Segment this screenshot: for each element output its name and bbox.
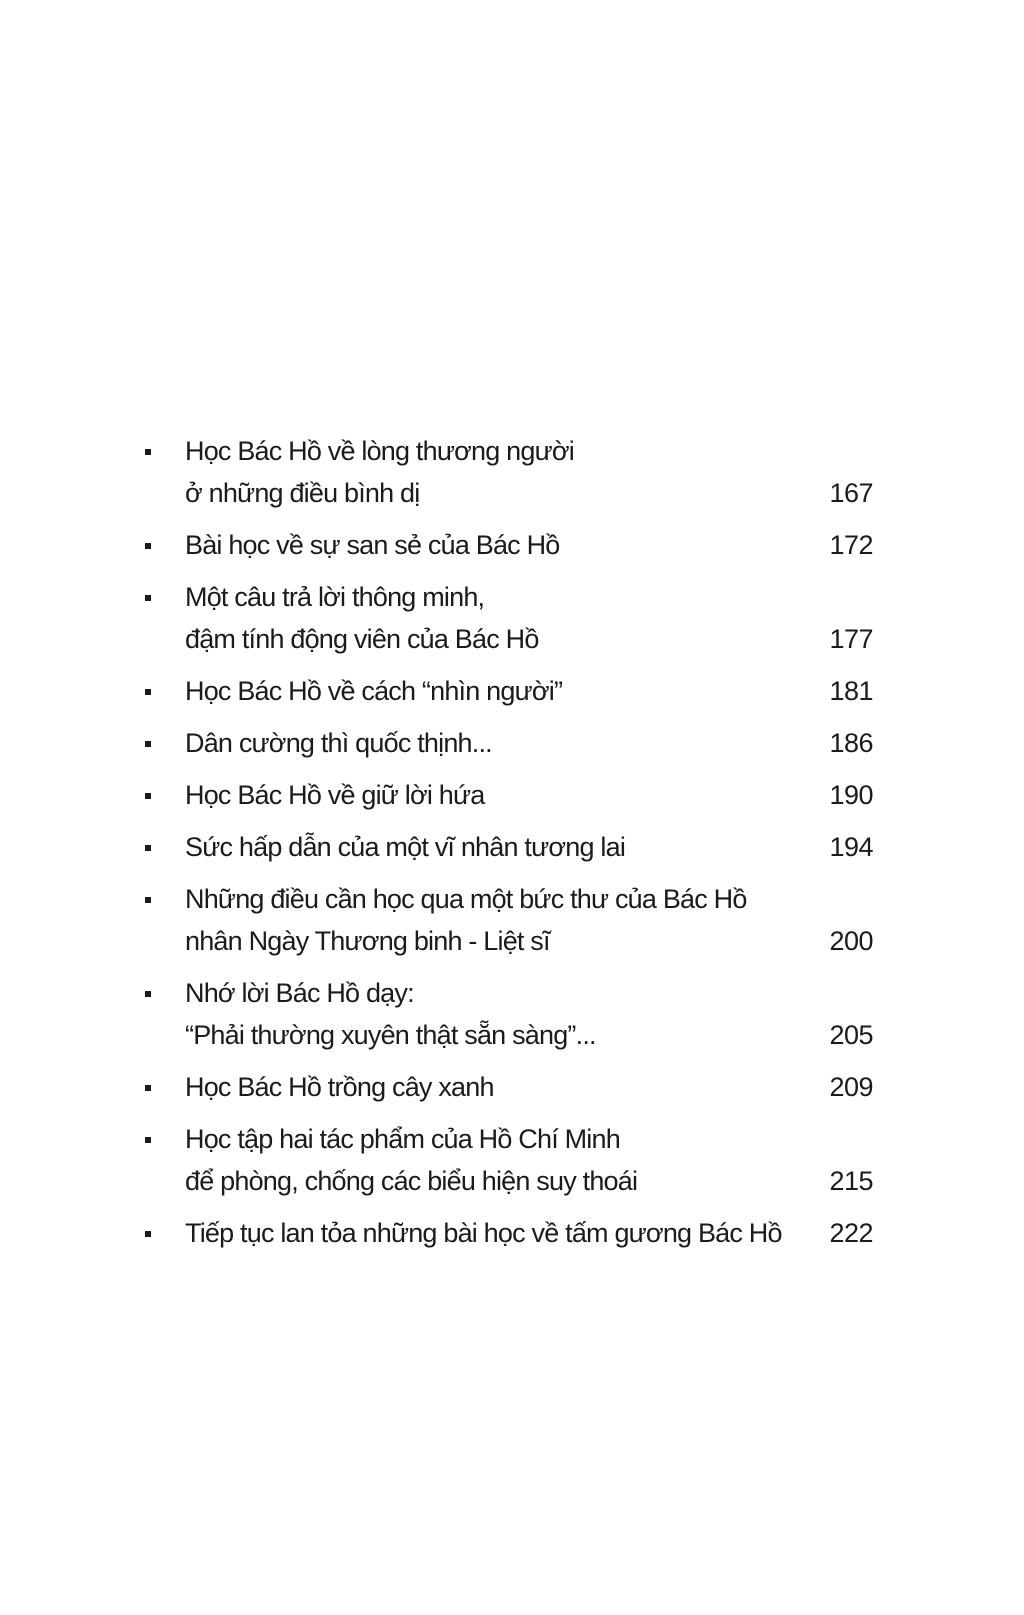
toc-entry-title (185, 576, 809, 660)
toc-entry-title (185, 1066, 809, 1108)
toc-entry (145, 722, 873, 764)
toc-entry-page-number: 194 (829, 832, 873, 862)
square-bullet-icon (145, 793, 151, 799)
square-bullet-icon (145, 897, 151, 903)
toc-entry (145, 774, 873, 816)
bullet-cell (145, 774, 185, 799)
toc-entry-title (185, 826, 809, 868)
toc-entry-title (185, 430, 809, 514)
toc-entry-line: Học Bác Hồ về cách “nhìn người” (185, 676, 563, 706)
bullet-cell (145, 524, 185, 549)
toc-entry-page-number: 222 (829, 1218, 873, 1248)
toc-entry-page-number: 172 (829, 530, 873, 560)
toc-entry-line: Sức hấp dẫn của một vĩ nhân tương lai (185, 832, 626, 862)
toc-entry-line: Tiếp tục lan tỏa những bài học về tấm gương Bác Hồ (185, 1218, 782, 1248)
square-bullet-icon (145, 1231, 151, 1237)
bullet-cell (145, 826, 185, 851)
toc-entry-title (185, 972, 809, 1056)
bullet-cell (145, 1212, 185, 1237)
toc-entry (145, 972, 873, 1056)
toc-entry (145, 1118, 873, 1202)
toc-entry-page-number: 200 (829, 926, 873, 956)
square-bullet-icon (145, 991, 151, 997)
square-bullet-icon (145, 1085, 151, 1091)
bullet-cell (145, 878, 185, 903)
bullet-cell (145, 576, 185, 601)
toc-entry-title (185, 524, 809, 566)
table-of-contents (145, 430, 873, 1264)
square-bullet-icon (145, 689, 151, 695)
bullet-cell (145, 1066, 185, 1091)
toc-entry (145, 524, 873, 566)
toc-entry-title (185, 1212, 809, 1254)
toc-entry-line: Học Bác Hồ trồng cây xanh (185, 1072, 494, 1102)
bullet-cell (145, 722, 185, 747)
toc-entry-page-number: 215 (829, 1166, 873, 1196)
bullet-cell (145, 430, 185, 455)
toc-entry-line: “Phải thường xuyên thật sẵn sàng”... (185, 1020, 596, 1050)
toc-entry (145, 1066, 873, 1108)
toc-entry-page-number: 205 (829, 1020, 873, 1050)
square-bullet-icon (145, 1137, 151, 1143)
toc-entry-line: Một câu trả lời thông minh, (185, 582, 485, 612)
toc-entry-line: Nhớ lời Bác Hồ dạy: (185, 978, 414, 1008)
toc-entry-title (185, 774, 809, 816)
toc-entry-page-number: 177 (829, 624, 873, 654)
toc-entry-line: Học tập hai tác phẩm của Hồ Chí Minh (185, 1124, 620, 1154)
toc-entry-line: Những điều cần học qua một bức thư của Bác Hồ (185, 884, 747, 914)
toc-entry-line: nhân Ngày Thương binh - Liệt sĩ (185, 926, 550, 956)
bullet-cell (145, 1118, 185, 1143)
toc-entry (145, 670, 873, 712)
square-bullet-icon (145, 741, 151, 747)
toc-entry-page-number: 190 (829, 780, 873, 810)
toc-entry (145, 1212, 873, 1254)
toc-entry (145, 430, 873, 514)
toc-entry-title (185, 722, 809, 764)
toc-entry-title (185, 670, 809, 712)
toc-entry-page-number: 167 (829, 478, 873, 508)
toc-entry-line: đậm tính động viên của Bác Hồ (185, 624, 539, 654)
toc-entry-title (185, 878, 809, 962)
toc-entry-line: Bài học về sự san sẻ của Bác Hồ (185, 530, 560, 560)
toc-entry-line: ở những điều bình dị (185, 478, 420, 508)
toc-entry-line: Học Bác Hồ về lòng thương người (185, 436, 574, 466)
square-bullet-icon (145, 845, 151, 851)
bullet-cell (145, 972, 185, 997)
toc-entry-line: Dân cường thì quốc thịnh... (185, 728, 492, 758)
toc-entry (145, 878, 873, 962)
toc-entry-page-number: 181 (829, 676, 873, 706)
toc-entry-page-number: 209 (829, 1072, 873, 1102)
toc-entry-title (185, 1118, 809, 1202)
toc-entry (145, 826, 873, 868)
square-bullet-icon (145, 449, 151, 455)
toc-entry-line: Học Bác Hồ về giữ lời hứa (185, 780, 485, 810)
toc-entry (145, 576, 873, 660)
square-bullet-icon (145, 595, 151, 601)
toc-entry-page-number: 186 (829, 728, 873, 758)
bullet-cell (145, 670, 185, 695)
toc-entry-line: để phòng, chống các biểu hiện suy thoái (185, 1166, 638, 1196)
square-bullet-icon (145, 543, 151, 549)
